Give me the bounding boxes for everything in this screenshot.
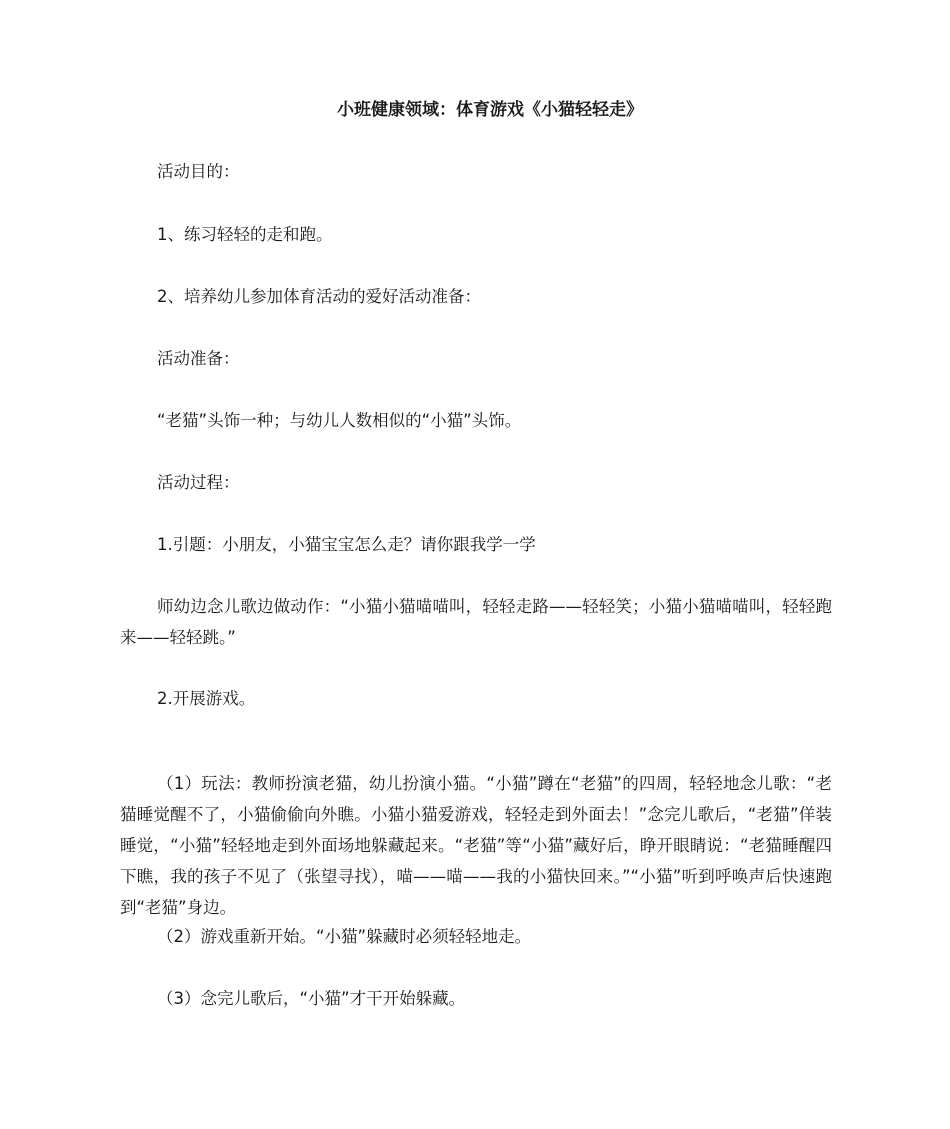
paragraph-rule-1: （1）玩法：教师扮演老猫，幼儿扮演小猫。“小猫”蹲在“老猫”的四周，轻轻地念儿歌：“老猫睡觉醒不了，小猫偷偷向外瞧。小猫小猫爱游戏，轻轻走到外面去！”念完儿歌后，“老猫”佯装睡觉，“小猫”轻轻地走到外面场地躲藏起来。“老猫”等“小猫”藏好后，睁开眼睛说：“老猫睡醒四下瞧，我的孩子不见了（张望寻找），喵——喵——我的小猫快回来。”“小猫”听到呼唤声后快速跑到“老猫”身边。 <box>120 774 832 917</box>
paragraph-goal-2: 2、培养幼儿参加体育活动的爱好活动准备： <box>157 287 481 306</box>
paragraph-rule-3: （3）念完儿歌后，“小猫”才干开始躲藏。 <box>157 989 466 1008</box>
document-title: 小班健康领域：体育游戏《小猫轻轻走》 <box>337 100 643 120</box>
paragraph-song: 师幼边念儿歌边做动作：“小猫小猫喵喵叫，轻轻走路——轻轻笑；小猫小猫喵喵叫，轻轻跑来——轻轻跳。” <box>120 597 832 647</box>
paragraph-process-heading: 活动过程： <box>157 473 240 492</box>
paragraph-prep-content: “老猫”头饰一种；与幼儿人数相似的“小猫”头饰。 <box>157 411 522 430</box>
paragraph-step-2: 2.开展游戏。 <box>157 689 256 708</box>
paragraph-goal-1: 1、练习轻轻的走和跑。 <box>157 225 333 244</box>
paragraph-step-1: 1.引题：小朋友，小猫宝宝怎么走？请你跟我学一学 <box>157 535 536 554</box>
paragraph-goal-heading: 活动目的： <box>157 162 240 181</box>
paragraph-prep-heading: 活动准备： <box>157 349 240 368</box>
paragraph-rule-2: （2）游戏重新开始。“小猫”躲藏时必须轻轻地走。 <box>157 927 532 946</box>
